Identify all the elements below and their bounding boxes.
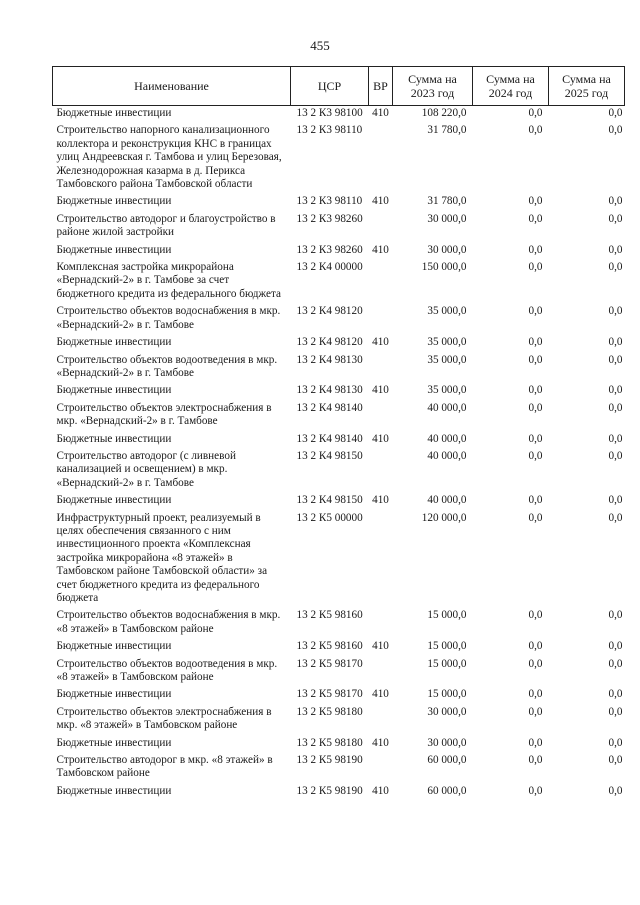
- row-csr-cell: 13 2 К4 98140: [296, 401, 363, 414]
- row-sum-2025-cell: 0,0: [608, 705, 623, 718]
- table-row: [53, 493, 625, 510]
- row-sum-2025-cell: 0,0: [608, 261, 623, 274]
- page-number: 455: [310, 38, 330, 53]
- row-sum-2024-cell: 0,0: [528, 261, 543, 274]
- row-name-cell: Строительство объектов водоснабжения в мкр. «8 этажей» в Тамбовском районе: [56, 609, 281, 635]
- row-csr-cell: 13 2 К4 98140: [296, 432, 363, 445]
- table-row: [53, 106, 625, 124]
- row-name-cell: Строительство объектов водоотведения в мкр. «Вернадский-2» в г. Тамбове: [56, 353, 278, 379]
- row-sum-2023-cell: 35 000,0: [427, 384, 467, 397]
- row-sum-2025-cell: 0,0: [608, 688, 623, 701]
- table-row: [53, 657, 625, 688]
- header-csr: ЦСР: [291, 67, 369, 106]
- row-vr-cell: 410: [372, 243, 389, 256]
- row-sum-2025-cell: 0,0: [608, 401, 623, 414]
- row-vr-cell: [369, 123, 393, 194]
- row-sum-2024-cell: 0,0: [528, 432, 543, 445]
- table-row: [53, 335, 625, 352]
- row-sum-2023-cell: 15 000,0: [427, 657, 467, 670]
- row-sum-2024-cell: 0,0: [528, 609, 543, 622]
- row-vr-cell: 410: [372, 384, 389, 397]
- row-name-cell: Бюджетные инвестиции: [56, 688, 172, 701]
- row-sum-2024-cell: 0,0: [528, 640, 543, 653]
- row-csr-cell: 13 2 К3 98260: [296, 243, 363, 256]
- row-sum-2024-cell: 0,0: [528, 494, 543, 507]
- row-vr-cell: 410: [372, 494, 389, 507]
- row-vr-cell: [369, 608, 393, 639]
- table-row: [53, 260, 625, 304]
- table-row: [53, 401, 625, 432]
- row-vr-cell: 410: [372, 784, 389, 797]
- table-row: [53, 736, 625, 753]
- row-sum-2024-cell: 0,0: [528, 705, 543, 718]
- row-sum-2024-cell: 0,0: [528, 657, 543, 670]
- row-sum-2023-cell: 30 000,0: [427, 736, 467, 749]
- row-sum-2024-cell: 0,0: [528, 336, 543, 349]
- row-sum-2023-cell: 35 000,0: [427, 336, 467, 349]
- row-vr-cell: 410: [372, 107, 389, 119]
- row-csr-cell: 13 2 К5 98180: [296, 705, 363, 718]
- row-sum-2025-cell: 0,0: [608, 609, 623, 622]
- row-sum-2025-cell: 0,0: [608, 353, 623, 366]
- table-row: [53, 123, 625, 194]
- row-sum-2024-cell: 0,0: [528, 688, 543, 701]
- table-row: [53, 753, 625, 784]
- row-name-cell: Бюджетные инвестиции: [56, 243, 172, 256]
- row-sum-2023-cell: 60 000,0: [427, 784, 467, 797]
- row-name-cell: Комплексная застройка микрорайона «Вернадский-2» в г. Тамбове за счет бюджетного кредита из федерального бюджета: [56, 261, 281, 300]
- row-sum-2025-cell: 0,0: [608, 107, 623, 119]
- row-name-cell: Бюджетные инвестиции: [56, 384, 172, 397]
- table-row: [53, 449, 625, 493]
- row-vr-cell: 410: [372, 432, 389, 445]
- header-sum-2025: Сумма на 2025 год: [549, 67, 625, 106]
- row-sum-2025-cell: 0,0: [608, 336, 623, 349]
- row-csr-cell: 13 2 К5 98160: [296, 640, 363, 653]
- row-sum-2025-cell: 0,0: [608, 124, 623, 137]
- row-sum-2024-cell: 0,0: [528, 195, 543, 208]
- row-csr-cell: 13 2 К4 98120: [296, 336, 363, 349]
- table-row: [53, 608, 625, 639]
- row-name-cell: Бюджетные инвестиции: [56, 640, 172, 653]
- row-vr-cell: [369, 304, 393, 335]
- row-sum-2024-cell: 0,0: [528, 449, 543, 462]
- row-csr-cell: 13 2 К3 98100: [296, 107, 363, 119]
- header-name: Наименование: [53, 67, 291, 106]
- row-sum-2024-cell: 0,0: [528, 754, 543, 767]
- row-name-cell: Бюджетные инвестиции: [56, 494, 172, 507]
- row-sum-2024-cell: 0,0: [528, 401, 543, 414]
- row-sum-2024-cell: 0,0: [528, 384, 543, 397]
- row-name-cell: Строительство объектов водоснабжения в мкр. «Вернадский-2» в г. Тамбове: [56, 305, 281, 331]
- row-vr-cell: 410: [372, 688, 389, 701]
- table-row: [53, 194, 625, 211]
- header-sum-2023: Сумма на 2023 год: [393, 67, 473, 106]
- row-name-cell: Бюджетные инвестиции: [56, 736, 172, 749]
- table-row: [53, 784, 625, 801]
- budget-table: [52, 66, 625, 801]
- row-csr-cell: 13 2 К3 98260: [296, 212, 363, 225]
- row-csr-cell: 13 2 К5 98190: [296, 784, 363, 797]
- row-vr-cell: 410: [372, 195, 389, 208]
- row-sum-2025-cell: 0,0: [608, 195, 623, 208]
- row-csr-cell: 13 2 К4 98150: [296, 494, 363, 507]
- row-vr-cell: [369, 260, 393, 304]
- row-sum-2023-cell: 60 000,0: [427, 754, 467, 767]
- row-vr-cell: [369, 753, 393, 784]
- row-sum-2023-cell: 35 000,0: [427, 305, 467, 318]
- row-sum-2023-cell: 15 000,0: [427, 688, 467, 701]
- header-sum-2024: Сумма на 2024 год: [473, 67, 549, 106]
- row-vr-cell: [369, 705, 393, 736]
- row-sum-2023-cell: 120 000,0: [421, 511, 467, 524]
- row-sum-2023-cell: 35 000,0: [427, 353, 467, 366]
- row-sum-2024-cell: 0,0: [528, 511, 543, 524]
- row-sum-2023-cell: 30 000,0: [427, 212, 467, 225]
- row-sum-2024-cell: 0,0: [528, 353, 543, 366]
- row-sum-2024-cell: 0,0: [528, 736, 543, 749]
- row-csr-cell: 13 2 К4 00000: [296, 261, 363, 274]
- row-sum-2024-cell: 0,0: [528, 243, 543, 256]
- row-csr-cell: 13 2 К4 98130: [296, 384, 363, 397]
- table-row: [53, 383, 625, 400]
- row-name-cell: Строительство автодорог в мкр. «8 этажей» в Тамбовском районе: [56, 754, 273, 780]
- header-vr: ВР: [369, 67, 393, 106]
- table-row: [53, 705, 625, 736]
- table-row: [53, 639, 625, 656]
- row-name-cell: Строительство объектов электроснабжения в мкр. «Вернадский-2» в г. Тамбове: [56, 401, 272, 428]
- row-sum-2025-cell: 0,0: [608, 432, 623, 445]
- row-name-cell: Строительство объектов водоотведения в мкр. «8 этажей» в Тамбовском районе: [56, 657, 278, 684]
- row-csr-cell: 13 2 К5 98170: [296, 688, 363, 701]
- row-sum-2023-cell: 40 000,0: [427, 401, 467, 414]
- row-sum-2025-cell: 0,0: [608, 212, 623, 225]
- row-name-cell: Строительство автодорог и благоустройство в районе жилой застройки: [56, 212, 276, 239]
- row-name-cell: Бюджетные инвестиции: [56, 784, 172, 797]
- row-csr-cell: 13 2 К5 98190: [296, 754, 363, 767]
- row-vr-cell: [369, 449, 393, 493]
- row-sum-2025-cell: 0,0: [608, 736, 623, 749]
- row-vr-cell: [369, 353, 393, 384]
- row-sum-2025-cell: 0,0: [608, 243, 623, 256]
- row-sum-2023-cell: 31 780,0: [427, 124, 467, 137]
- row-sum-2024-cell: 0,0: [528, 305, 543, 318]
- row-sum-2023-cell: 150 000,0: [421, 261, 467, 274]
- row-csr-cell: 13 2 К5 00000: [296, 511, 363, 524]
- row-vr-cell: [369, 401, 393, 432]
- row-vr-cell: [369, 212, 393, 243]
- row-sum-2025-cell: 0,0: [608, 784, 623, 797]
- row-sum-2024-cell: 0,0: [528, 107, 543, 119]
- table-row: [53, 511, 625, 609]
- row-name-cell: Бюджетные инвестиции: [56, 107, 172, 119]
- row-sum-2025-cell: 0,0: [608, 754, 623, 767]
- row-sum-2024-cell: 0,0: [528, 124, 543, 137]
- row-sum-2023-cell: 40 000,0: [427, 494, 467, 507]
- row-sum-2023-cell: 108 220,0: [421, 107, 467, 119]
- row-name-cell: Бюджетные инвестиции: [56, 195, 172, 208]
- row-vr-cell: 410: [372, 640, 389, 653]
- row-name-cell: Строительство автодорог (с ливневой канализацией и освещением) в мкр. «Вернадский-2» в г. Тамбове: [56, 449, 236, 489]
- row-sum-2024-cell: 0,0: [528, 784, 543, 797]
- row-vr-cell: [369, 511, 393, 609]
- row-sum-2025-cell: 0,0: [608, 449, 623, 462]
- row-csr-cell: 13 2 К3 98110: [296, 124, 363, 137]
- row-name-cell: Бюджетные инвестиции: [56, 432, 172, 445]
- row-name-cell: Инфраструктурный проект, реализуемый в целях обеспечения связанного с ним инвестиционного проекта «Комплексная застройка микрорайона «8 этажей» в Тамбовском районе Тамбовской области» за счет бюджетного кредита из федерального бюджета: [56, 511, 268, 604]
- row-csr-cell: 13 2 К4 98150: [296, 449, 363, 462]
- row-sum-2023-cell: 40 000,0: [427, 449, 467, 462]
- row-sum-2023-cell: 31 780,0: [427, 195, 467, 208]
- row-name-cell: Строительство объектов электроснабжения в мкр. «8 этажей» в Тамбовском районе: [56, 705, 272, 732]
- row-sum-2025-cell: 0,0: [608, 305, 623, 318]
- table-body: [53, 106, 625, 802]
- row-sum-2025-cell: 0,0: [608, 640, 623, 653]
- row-name-cell: Бюджетные инвестиции: [56, 336, 172, 349]
- table-row: [53, 304, 625, 335]
- row-csr-cell: 13 2 К4 98130: [296, 353, 363, 366]
- row-sum-2023-cell: 40 000,0: [427, 432, 467, 445]
- row-sum-2023-cell: 30 000,0: [427, 243, 467, 256]
- row-csr-cell: 13 2 К4 98120: [296, 305, 363, 318]
- row-csr-cell: 13 2 К5 98180: [296, 736, 363, 749]
- table-row: [53, 687, 625, 704]
- row-csr-cell: 13 2 К5 98160: [296, 609, 363, 622]
- row-csr-cell: 13 2 К5 98170: [296, 657, 363, 670]
- table-header-row: [53, 67, 625, 106]
- table-row: [53, 432, 625, 449]
- table-row: [53, 243, 625, 260]
- row-name-cell: Строительство напорного канализационного коллектора и реконструкция КНС в границах улиц Андреевская г. Тамбова и улиц Березовая, Железнодорожная казарма в д. Перикса Тамбовского района Тамбовской области: [56, 124, 282, 191]
- row-vr-cell: 410: [372, 736, 389, 749]
- row-sum-2025-cell: 0,0: [608, 657, 623, 670]
- row-vr-cell: [369, 657, 393, 688]
- row-sum-2025-cell: 0,0: [608, 494, 623, 507]
- row-csr-cell: 13 2 К3 98110: [296, 195, 363, 208]
- row-vr-cell: 410: [372, 336, 389, 349]
- row-sum-2025-cell: 0,0: [608, 384, 623, 397]
- row-sum-2025-cell: 0,0: [608, 511, 623, 524]
- table-row: [53, 353, 625, 384]
- row-sum-2023-cell: 30 000,0: [427, 705, 467, 718]
- row-sum-2024-cell: 0,0: [528, 212, 543, 225]
- row-sum-2023-cell: 15 000,0: [427, 640, 467, 653]
- row-sum-2023-cell: 15 000,0: [427, 609, 467, 622]
- table-row: [53, 212, 625, 243]
